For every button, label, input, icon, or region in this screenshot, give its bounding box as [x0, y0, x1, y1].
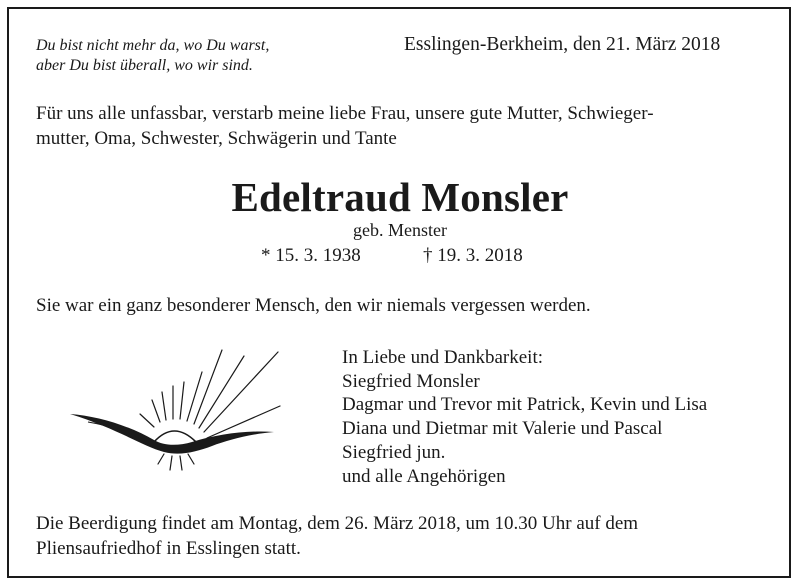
- mourner-entry: und alle Angehörigen: [342, 465, 506, 487]
- tribute-text: Sie war ein ganz besonderer Mensch, den wir niemals vergessen werden.: [36, 295, 591, 316]
- place-and-date: Esslingen-Berkheim, den 21. März 2018: [404, 34, 721, 55]
- intro-line-1: Für uns alle unfassbar, verstarb meine liebe Frau, unsere gute Mutter, Schwieger-: [36, 103, 654, 124]
- motto-line-2: aber Du bist überall, wo wir sind.: [36, 57, 253, 74]
- mourners-heading: In Liebe und Dankbarkeit:: [342, 347, 544, 368]
- motto-quote: [36, 36, 269, 76]
- mourner-entry: Siegfried Monsler: [342, 370, 480, 392]
- mourner-entry: Dagmar und Trevor mit Patrick, Kevin und Lisa: [342, 394, 708, 416]
- mourners-list: [342, 346, 707, 488]
- motto-line-1: Du bist nicht mehr da, wo Du warst,: [36, 37, 270, 54]
- funeral-notice: [36, 511, 638, 561]
- maiden-name: geb. Menster: [353, 220, 447, 240]
- sunset-wave-icon: [68, 342, 288, 492]
- funeral-line-2: Pliensaufriedhof in Esslingen statt.: [36, 538, 301, 559]
- intro-line-2: mutter, Oma, Schwester, Schwägerin und Tante: [36, 128, 397, 149]
- intro-text: [36, 101, 654, 151]
- deceased-name: Edeltraud Monsler: [231, 174, 569, 220]
- birth-date: * 15. 3. 1938: [261, 245, 361, 266]
- death-date: † 19. 3. 2018: [423, 245, 523, 266]
- funeral-line-1: Die Beerdigung findet am Montag, dem 26. März 2018, um 10.30 Uhr auf dem: [36, 513, 639, 534]
- obituary-frame: [7, 7, 791, 578]
- mourner-entry: Siegfried jun.: [342, 441, 446, 463]
- mourner-entry: Diana und Dietmar mit Valerie und Pascal: [342, 418, 663, 440]
